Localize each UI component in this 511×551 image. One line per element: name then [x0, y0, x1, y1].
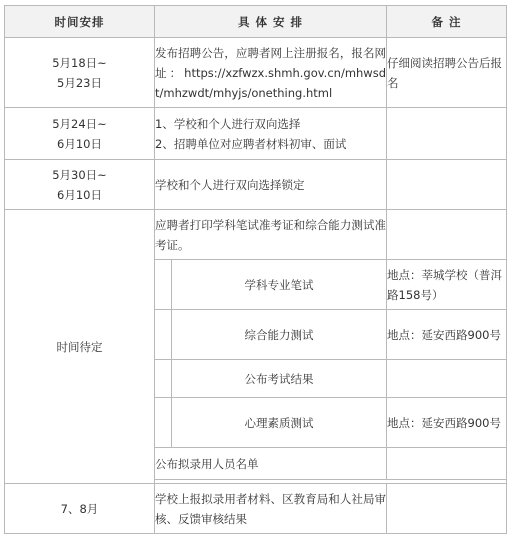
psych-test-cell: 心理素质测试 [172, 398, 387, 448]
header-detail: 具 体 安 排 [155, 6, 387, 38]
time-start: 5月30日~ [52, 167, 107, 182]
ability-test-cell: 综合能力测试 [172, 310, 387, 360]
detail-cell: 发布招聘公告，应聘者网上注册报名，报名网址：https://xzfwzx.shmh.gov.cn/mhwsdt/mhzwdt/mhyjs/onething.html [155, 38, 387, 108]
note-cell [387, 108, 507, 160]
table-row [5, 38, 507, 108]
time-cell [5, 160, 155, 210]
indent-cell [155, 398, 172, 448]
time-cell [5, 108, 155, 160]
schedule-table [4, 5, 507, 534]
time-start: 5月18日~ [52, 55, 107, 70]
detail-cell: 应聘者打印学科笔试准考证和综合能力测试准考证。 [155, 210, 387, 260]
detail-line: 2、招聘单位对应聘者材料初审、面试 [155, 136, 347, 151]
table-row [5, 484, 507, 534]
note-cell: 地点：延安西路900号 [387, 398, 507, 448]
table-row [5, 160, 507, 210]
table-row [5, 210, 507, 260]
indent-cell [155, 360, 172, 398]
note-cell [387, 484, 507, 534]
detail-cell [155, 108, 387, 160]
note-cell: 地点：莘城学校（普洱路158号） [387, 260, 507, 310]
header-note: 备 注 [387, 6, 507, 38]
note-cell [387, 448, 507, 480]
detail-line: 1、学校和个人进行双向选择 [155, 116, 301, 131]
time-cell: 7、8月 [5, 484, 155, 534]
table-row [5, 108, 507, 160]
announce-cell: 公布拟录用人员名单 [155, 448, 387, 480]
detail-cell: 学校和个人进行双向选择锁定 [155, 160, 387, 210]
header-time: 时间安排 [5, 6, 155, 38]
time-end: 6月10日 [57, 187, 102, 202]
indent-cell [155, 260, 172, 310]
time-cell-pending: 时间待定 [5, 210, 155, 484]
header-row [5, 6, 507, 38]
note-cell: 仔细阅读招聘公告后报名 [387, 38, 507, 108]
time-start: 5月24日~ [52, 116, 107, 131]
time-end: 5月23日 [57, 75, 102, 90]
note-cell [387, 160, 507, 210]
time-cell [5, 38, 155, 108]
note-cell [387, 360, 507, 398]
note-cell: 地点：延安西路900号 [387, 310, 507, 360]
time-end: 6月10日 [57, 136, 102, 151]
exam-results-cell: 公布考试结果 [172, 360, 387, 398]
subject-exam-cell: 学科专业笔试 [172, 260, 387, 310]
indent-cell [155, 310, 172, 360]
note-cell [387, 210, 507, 260]
detail-cell: 学校上报拟录用者材料、区教育局和人社局审核、反馈审核结果 [155, 484, 387, 534]
